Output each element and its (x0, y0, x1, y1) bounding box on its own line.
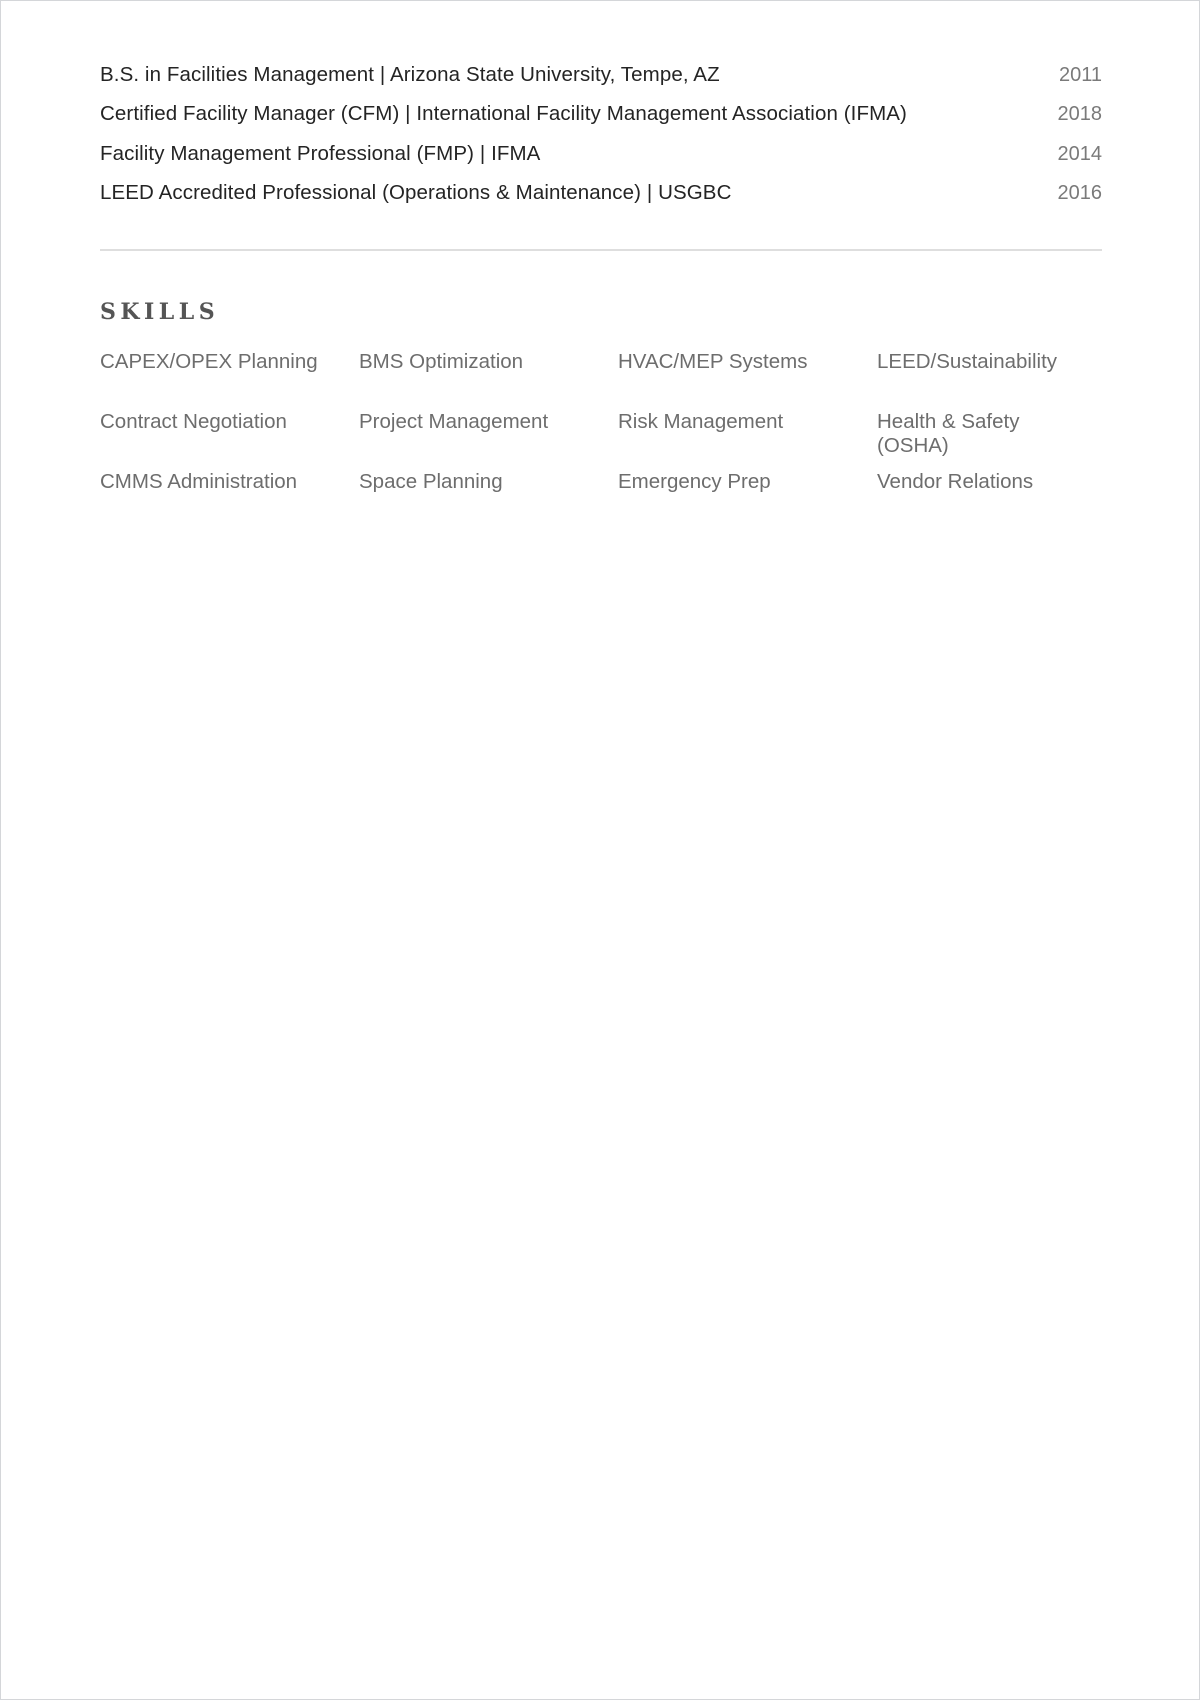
credential-year: 2016 (1057, 181, 1102, 204)
skill-item: CMMS Administration (100, 470, 298, 493)
skill-item: Project Management (359, 410, 549, 433)
credential-row (100, 61, 1102, 100)
skill-item: BMS Optimization (359, 350, 524, 373)
credential-year: 2011 (1058, 64, 1102, 86)
skill-item: Contract Negotiation (100, 410, 287, 433)
skill-item: LEED/Sustainability (877, 350, 1058, 373)
section-divider (100, 249, 1102, 251)
skill-item: Risk Management (618, 410, 784, 433)
credential-title: LEED Accredited Professional (Operations & Maintenance) | USGBC (100, 180, 732, 204)
skill-item: Space Planning (359, 470, 503, 493)
credentials-list (100, 61, 1102, 218)
skills-heading: SKILLS (100, 299, 220, 325)
credential-row (100, 179, 1102, 218)
credential-title: Facility Management Professional (FMP) | IFMA (100, 141, 541, 165)
credential-row (100, 140, 1102, 179)
skill-item: Emergency Prep (618, 470, 771, 493)
skill-item: Vendor Relations (877, 470, 1034, 493)
credential-title: B.S. in Facilities Management | Arizona State University, Tempe, AZ (100, 63, 720, 86)
skill-item: CAPEX/OPEX Planning (100, 350, 318, 373)
skill-item: Health & Safety (OSHA) (877, 410, 1020, 457)
credential-row (100, 100, 1102, 139)
skills-grid (100, 350, 1102, 494)
credential-year: 2014 (1057, 142, 1102, 165)
credential-title: Certified Facility Manager (CFM) | International Facility Management Association (IFMA) (100, 102, 907, 126)
skill-item: HVAC/MEP Systems (618, 350, 808, 373)
credential-year: 2018 (1057, 103, 1102, 126)
